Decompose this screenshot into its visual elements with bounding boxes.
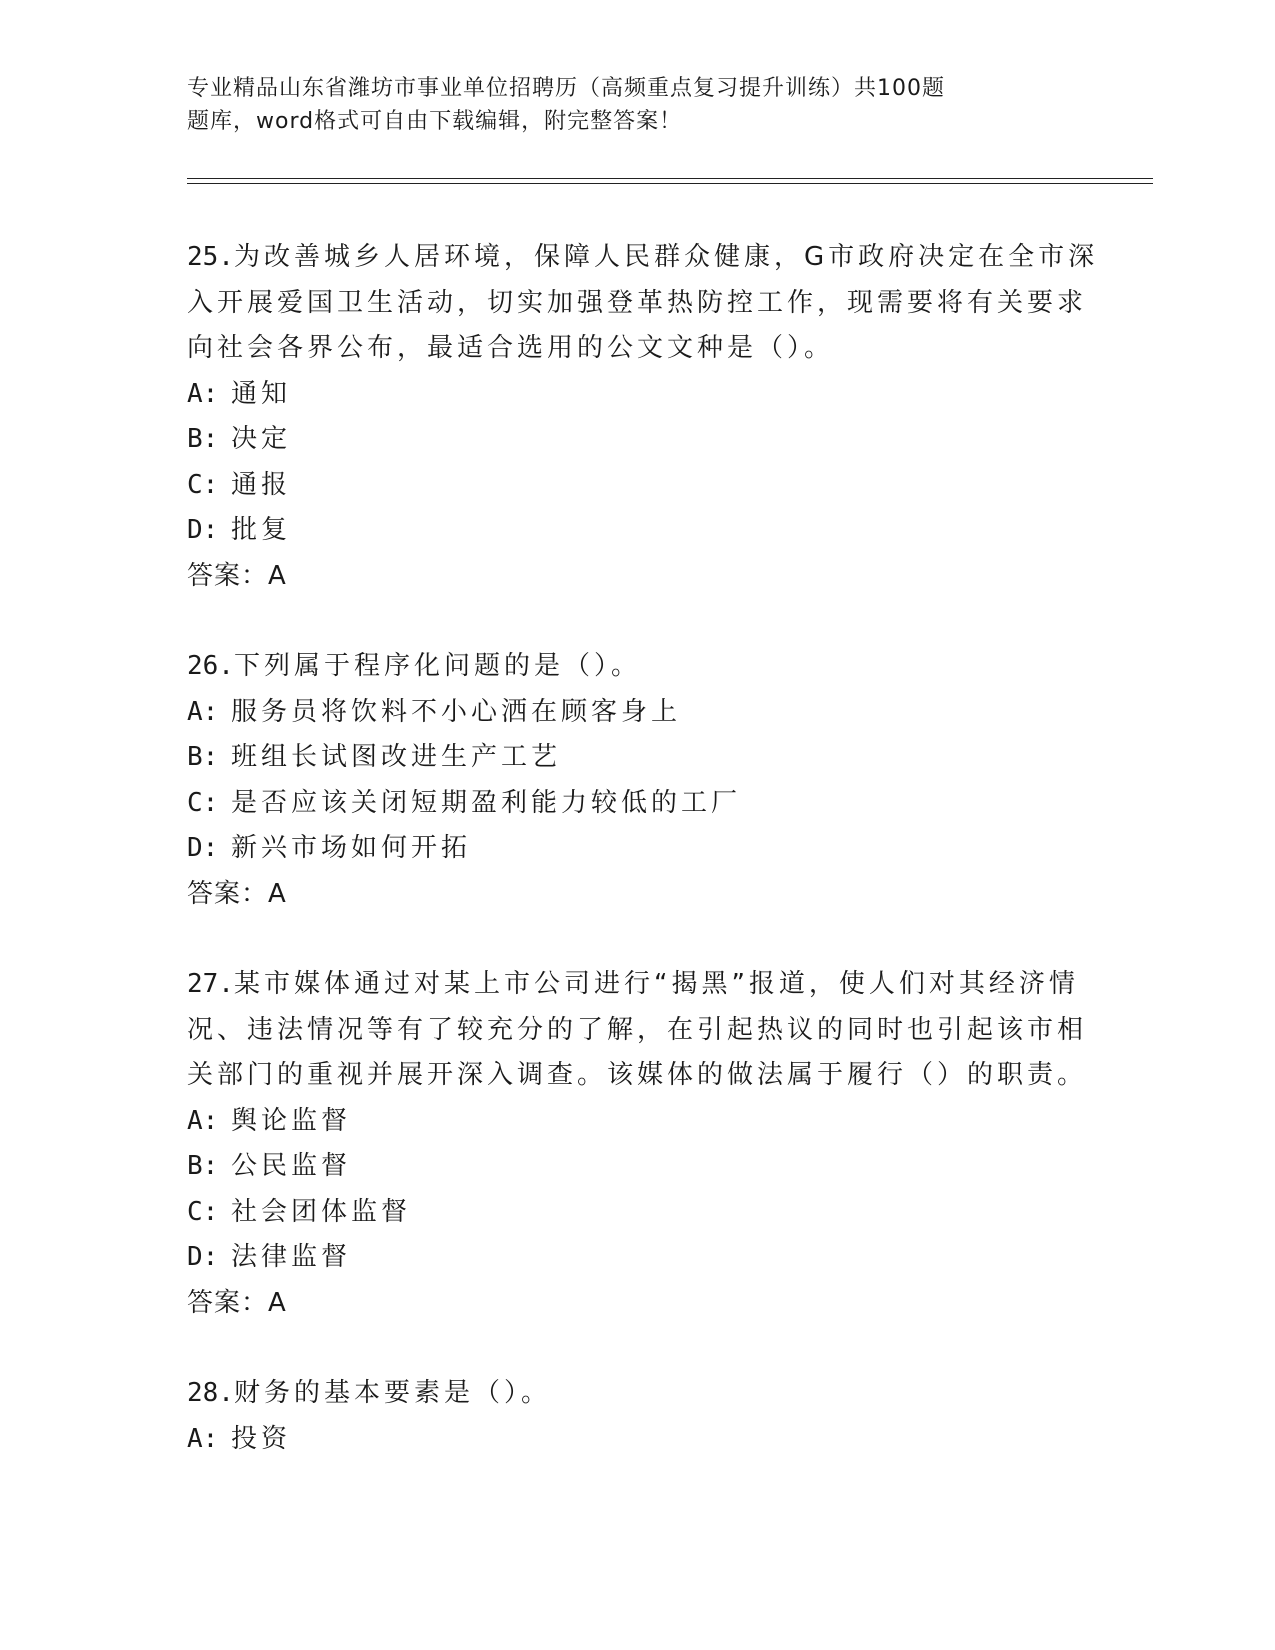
option-text: 服务员将饮料不小心洒在顾客身上 [231, 696, 682, 727]
option-d [187, 1235, 1087, 1281]
option-text: 法律监督 [231, 1242, 352, 1272]
option-c [187, 463, 1087, 509]
option-letter: B: [187, 424, 219, 454]
option-text: 投资 [231, 1423, 292, 1454]
header-divider-top [187, 178, 1153, 179]
option-letter: D: [187, 1242, 219, 1272]
option-letter: B: [187, 742, 219, 772]
question-28 [187, 1371, 1087, 1462]
question-stem-line: 向社会各界公布，最适合选用的公文文种是（）。 [187, 333, 835, 363]
question-list [187, 235, 1099, 1507]
option-d [187, 508, 1087, 554]
option-text: 公民监督 [231, 1151, 352, 1181]
header-title-line-2: 题库，word格式可自由下载编辑，附完整答案！ [187, 109, 683, 134]
question-26 [187, 644, 1087, 917]
option-text: 通知 [231, 378, 292, 409]
option-letter: D: [187, 515, 219, 545]
question-number: 25. [187, 242, 234, 272]
question-number: 27. [187, 969, 234, 999]
option-letter: C: [187, 787, 219, 818]
option-text: 批复 [231, 515, 292, 545]
question-stem-line: 关部门的重视并展开深入调查。该媒体的做法属于履行（）的职责。 [187, 1060, 1088, 1090]
option-text: 通报 [231, 469, 292, 500]
option-letter: A: [187, 696, 219, 727]
question-number: 26. [187, 651, 234, 681]
answer-line: 答案：A [187, 1287, 287, 1318]
question-number: 28. [187, 1378, 234, 1408]
option-c [187, 1190, 1087, 1236]
option-letter: C: [187, 1196, 219, 1227]
document-header [187, 72, 1047, 138]
header-title-line-1: 专业精品山东省潍坊市事业单位招聘历（高频重点复习提升训练）共100题 [187, 76, 945, 101]
question-stem-line: 26.下列属于程序化问题的是（）。 [187, 651, 641, 681]
option-a [187, 372, 1087, 418]
question-stem-line: 28.财务的基本要素是（）。 [187, 1378, 551, 1408]
option-b [187, 1144, 1087, 1190]
option-letter: C: [187, 469, 219, 500]
option-text: 舆论监督 [231, 1105, 352, 1136]
question-27 [187, 962, 1087, 1326]
option-letter: B: [187, 1151, 219, 1181]
option-d [187, 826, 1087, 872]
option-letter: D: [187, 833, 219, 863]
option-letter: A: [187, 378, 219, 409]
question-stem-line: 25.为改善城乡人居环境，保障人民群众健康，G市政府决定在全市深 [187, 242, 1099, 272]
answer-line: 答案：A [187, 560, 287, 591]
option-letter: A: [187, 1105, 219, 1136]
option-b [187, 417, 1087, 463]
header-divider-bottom [187, 183, 1153, 184]
answer-line: 答案：A [187, 878, 287, 909]
option-letter: A: [187, 1423, 219, 1454]
option-c [187, 781, 1087, 827]
option-b [187, 735, 1087, 781]
option-text: 社会团体监督 [231, 1196, 412, 1227]
option-text: 新兴市场如何开拓 [231, 833, 472, 863]
option-text: 班组长试图改进生产工艺 [231, 742, 562, 772]
option-a [187, 1417, 1087, 1463]
question-stem-line: 27.某市媒体通过对某上市公司进行“揭黑”报道，使人们对其经济情 [187, 969, 1079, 999]
option-text: 是否应该关闭短期盈利能力较低的工厂 [231, 787, 742, 818]
option-text: 决定 [231, 424, 292, 454]
option-a [187, 1099, 1087, 1145]
question-stem-line: 入开展爱国卫生活动，切实加强登革热防控工作，现需要将有关要求 [187, 287, 1088, 318]
question-stem-line: 况、违法情况等有了较充分的了解，在引起热议的同时也引起该市相 [187, 1014, 1088, 1045]
question-25 [187, 235, 1099, 599]
option-a [187, 690, 1087, 736]
